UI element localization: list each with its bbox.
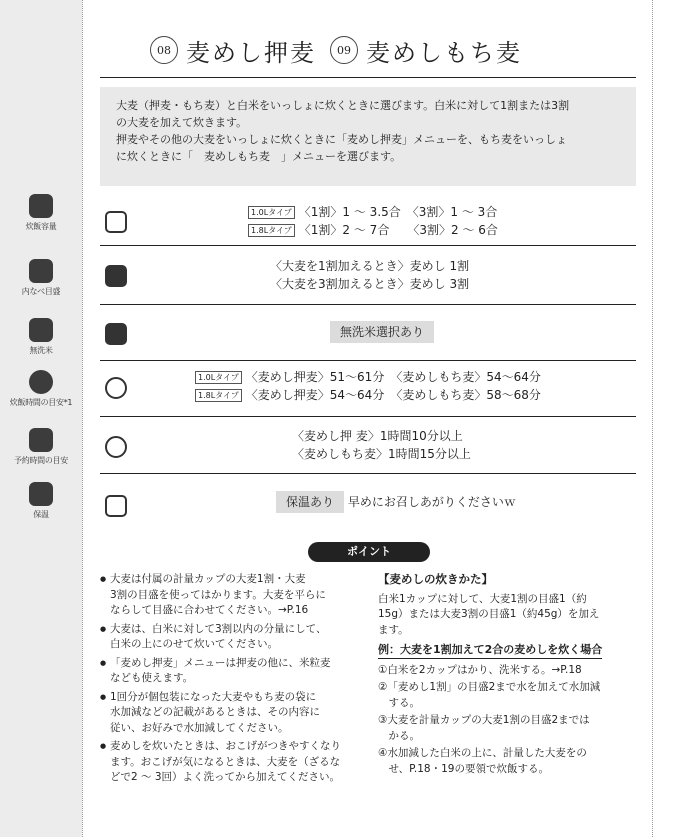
- keep-warm-icon: [105, 495, 127, 517]
- text-line: ①白米を2カップはかり、洗米する。→P.18: [378, 663, 582, 676]
- step-1: [378, 663, 640, 679]
- capacity-text: 〈1割〉2 ～ 7合 〈3割〉2 ～ 6合: [298, 223, 498, 237]
- text-line: ● 大麦は、白米に対して3割以内の分量にして、: [110, 622, 327, 635]
- text-line: どで2 ～ 3回）よく洗ってから加えてください。: [110, 771, 341, 783]
- text-line: 15g）または大麦3割の目盛1（約45g）を加え: [378, 608, 600, 620]
- clock-icon: [105, 377, 127, 399]
- clock-icon: [29, 370, 53, 394]
- text-line: ● 大麦は付属の計量カップの大麦1割・大麦: [110, 573, 306, 585]
- reserve-line: 〈麦めしもち麦〉1時間15分以上: [292, 447, 471, 461]
- sidebar-item-cooktime: 炊飯時間の目安*1: [0, 370, 82, 408]
- musenmai-icon: [105, 323, 127, 345]
- musenmai-badge: 無洗米選択あり: [330, 321, 434, 343]
- example-heading: 例：大麦を1割加えて2合の麦めしを炊く場合: [378, 642, 602, 659]
- text-line: せ、P.18・19の要領で炊飯する。: [378, 762, 549, 775]
- capacity-row-1: [248, 203, 497, 221]
- row-rule: [100, 416, 636, 417]
- keep-warm-icon: [29, 482, 53, 506]
- text-line: 白米1カップに対して、大麦1割の目盛1（約: [378, 592, 587, 605]
- cooking-method-title: 【麦めしの炊きかた】: [378, 572, 493, 586]
- text-line: ます。おこげが気になるときは、大麦を（ざるな: [110, 755, 341, 768]
- row-rule: [100, 360, 636, 361]
- pot-scale-icon: [29, 259, 53, 283]
- point-left-column: [100, 572, 362, 789]
- sidebar-item-musenmai: 無洗米: [0, 318, 82, 356]
- cooktime-row-1: [195, 368, 541, 386]
- sidebar-item-keepwarm: 保温: [0, 482, 82, 520]
- intro-line: 押麦やその他の大麦をいっしょに炊くときに「麦めし押麦」メニューを、もち麦をいっしょ: [116, 133, 567, 146]
- sidebar: [0, 0, 82, 837]
- timer-icon: [29, 428, 53, 452]
- point-bullet: [100, 690, 362, 737]
- text-line: ならして目盛に合わせてください。→P.16: [110, 604, 309, 616]
- scale-line: 〈大麦を1割加えるとき〉麦めし 1割: [270, 259, 470, 273]
- step-3: [378, 713, 640, 744]
- type-tag: 1.8Lタイプ: [195, 389, 242, 402]
- step-4: [378, 746, 640, 777]
- text-line: ● 1回分が個包装になった大麦やもち麦の袋に: [110, 690, 317, 703]
- intro-line: 大麦（押麦・もち麦）と白米をいっしょに炊くときに選びます。白米に対して1割または3割: [116, 99, 570, 112]
- left-guide-line: [82, 0, 83, 837]
- intro-box: [100, 87, 636, 186]
- text-line: ②「麦めし1割」の目盛2まで水を加えて水加減: [378, 681, 601, 693]
- intro-line: の大麦を加えて炊きます。: [116, 116, 248, 129]
- text-line: ● 麦めしを炊いたときは、おこげがつきやすくなり: [110, 740, 341, 752]
- sidebar-item-reserve: 予約時間の目安: [0, 428, 82, 466]
- page-title: [150, 30, 570, 70]
- text-line: ③大麦を計量カップの大麦1割の目盛2までは: [378, 714, 590, 726]
- text-line: ● 「麦めし押麦」メニューは押麦の他に、米粒麦: [110, 656, 331, 669]
- cooktime-row-2: [195, 386, 541, 404]
- cooktime-text: 〈麦めし押麦〉54～64分 〈麦めしもち麦〉58～68分: [245, 388, 541, 402]
- point-bullet: [100, 656, 362, 687]
- text-line: する。: [378, 696, 420, 709]
- type-tag: 1.0Lタイプ: [195, 371, 242, 384]
- text-line: かる。: [378, 729, 420, 742]
- point-bullet: [100, 622, 362, 653]
- title-rule: [100, 77, 636, 78]
- point-bullet: [100, 572, 362, 619]
- step-2: [378, 680, 640, 711]
- point-heading: ポイント: [308, 542, 430, 562]
- keepwarm-row: [276, 491, 516, 513]
- row-rule: [100, 473, 636, 474]
- menu-number-08: 08: [150, 36, 178, 64]
- reserve-line: 〈麦めし押 麦〉1時間10分以上: [292, 429, 463, 443]
- point-right-column: [378, 572, 640, 777]
- menu-number-09: 09: [330, 36, 358, 64]
- cooktime-text: 〈麦めし押麦〉51～61分 〈麦めしもち麦〉54～64分: [245, 370, 541, 384]
- row-rule: [100, 245, 636, 246]
- right-guide-line: [652, 0, 653, 837]
- timer-icon: [105, 436, 127, 458]
- sidebar-item-capacity: 炊飯容量: [0, 194, 82, 232]
- point-bullet: [100, 739, 362, 786]
- text-line: なども使えます。: [110, 672, 194, 684]
- scale-line: 〈大麦を3割加えるとき〉麦めし 3割: [270, 277, 470, 291]
- text-line: 白米の上にのせて炊いてください。: [110, 638, 278, 650]
- keepwarm-badge: 保温あり: [276, 491, 344, 513]
- musenmai-icon: [29, 318, 53, 342]
- intro-line: に炊くときに「 麦めしもち麦 」メニューを選びます。: [116, 150, 402, 163]
- pot-scale-icon: [105, 265, 127, 287]
- text-line: 水加減などの記載があるときは、その内容に: [110, 706, 320, 718]
- capacity-row-2: [248, 221, 498, 239]
- row-rule: [100, 304, 636, 305]
- text-line: 従い、お好みで水加減してください。: [110, 721, 289, 734]
- sidebar-item-scale: 内なべ目盛: [0, 259, 82, 297]
- title-oshimugi: 麦めし押麦: [186, 38, 316, 67]
- rice-bowl-icon: [105, 211, 127, 233]
- text-line: ④水加減した白米の上に、計量した大麦をの: [378, 747, 587, 759]
- text-line: ます。: [378, 623, 409, 636]
- rice-bowl-icon: [29, 194, 53, 218]
- text-line: 3割の目盛を使ってはかります。大麦を平らに: [110, 588, 326, 601]
- type-tag: 1.0Lタイプ: [248, 206, 295, 219]
- musenmai-row: [330, 321, 434, 343]
- capacity-text: 〈1割〉1 ～ 3.5合 〈3割〉1 ～ 3合: [298, 205, 498, 219]
- type-tag: 1.8Lタイプ: [248, 224, 295, 237]
- title-mochimugi: 麦めしもち麦: [366, 38, 522, 67]
- keepwarm-note: 早めにお召しあがりくださいｗ: [347, 495, 516, 509]
